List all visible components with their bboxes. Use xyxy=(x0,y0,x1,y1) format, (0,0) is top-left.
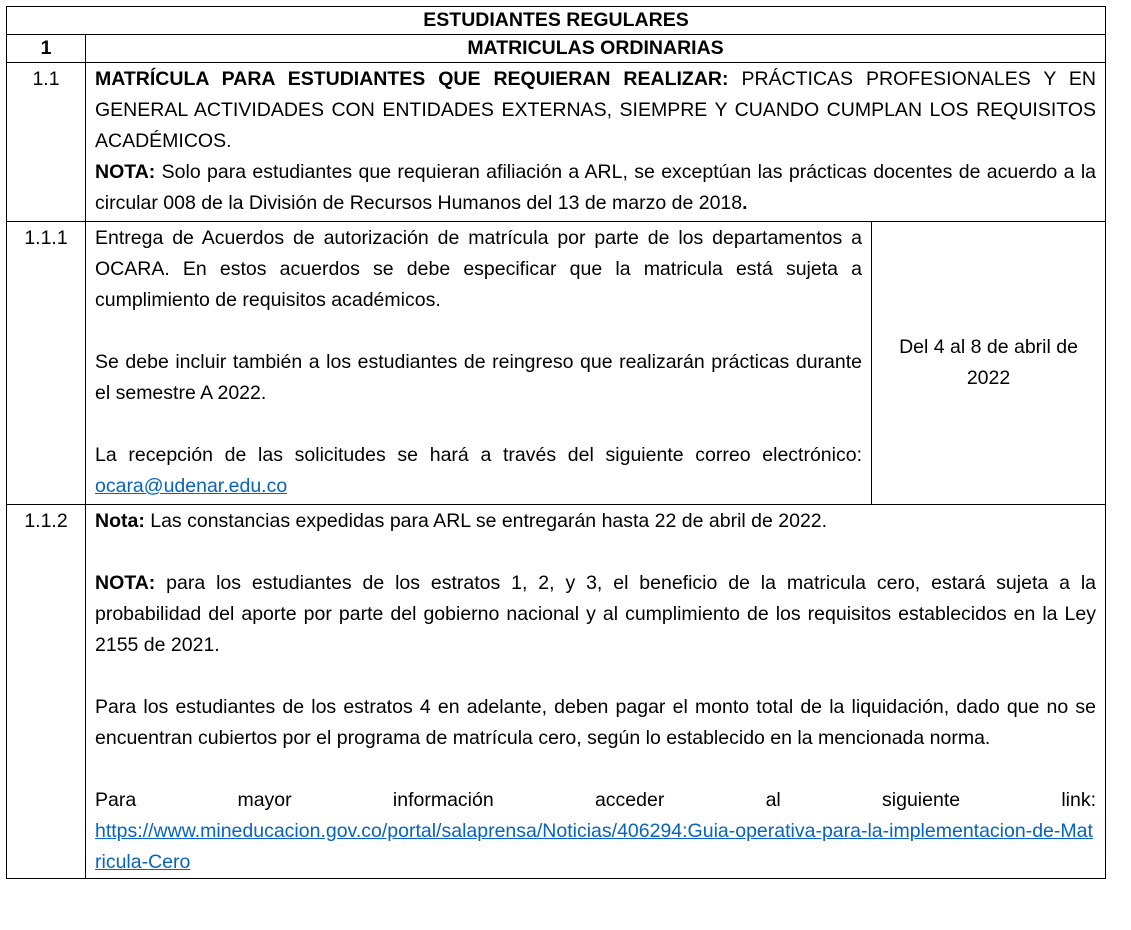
note-end: . xyxy=(742,192,748,214)
lead-bold: MATRÍCULA PARA ESTUDIANTES QUE REQUIERAN REALIZAR: xyxy=(95,68,729,90)
nota-text: para los estudiantes de los estratos 1, 2, y 3, el beneficio de la matricula cero, estará sujeta a la probabilidad del aporte por parte del gobierno nacional y al cumplimiento de los requisitos establecidos en la Ley 2155 de 2021. xyxy=(95,572,1097,656)
table-row xyxy=(7,505,1106,879)
schedule-table xyxy=(6,6,1106,879)
paragraph: Para los estudiantes de los estratos 4 en adelante, deben pagar el monto total de la liquidación, dado que no se encuentran cubiertos por el programa de matrícula cero, según lo establecido en la mencionada norma. xyxy=(95,696,1097,749)
date-cell: Del 4 al 8 de abril de 2022 xyxy=(872,222,1106,505)
header-row xyxy=(7,7,1106,35)
nota-text: Las constancias expedidas para ARL se entregarán hasta 22 de abril de 2022. xyxy=(144,510,828,532)
row-number: 1.1.1 xyxy=(7,222,86,505)
nota-label: Nota: xyxy=(95,510,145,532)
row-content xyxy=(86,505,1106,879)
table-row xyxy=(7,63,1106,222)
email-link[interactable]: ocara@udenar.edu.co xyxy=(95,475,288,497)
row-number: 1.1.2 xyxy=(7,505,86,879)
paragraph: Entrega de Acuerdos de autorización de matrícula por parte de los departamentos a OCARA. En estos acuerdos se debe especificar que la matricula está sujeta a cumplimiento de requisitos académicos. xyxy=(95,227,862,311)
section-row xyxy=(7,35,1106,63)
paragraph: Para mayor información acceder al siguiente link: xyxy=(95,789,1097,811)
lead-text: PRÁCTICAS PROFESIONALES Y EN GENERAL ACTIVIDADES CON ENTIDADES EXTERNAS, SIEMPRE Y CUANDO CUMPLAN LOS REQUISITOS ACADÉMICOS. xyxy=(95,68,1097,152)
row-content xyxy=(86,222,872,505)
section-title: MATRICULAS ORDINARIAS xyxy=(86,35,1106,63)
table-row xyxy=(7,222,1106,505)
paragraph: La recepción de las solicitudes se hará a través del siguiente correo electrónico: xyxy=(95,444,862,466)
note-text: Solo para estudiantes que requieran afiliación a ARL, se exceptúan las prácticas docentes de acuerdo a la circular 008 de la División de Recursos Humanos del 13 de marzo de 2018 xyxy=(95,161,1097,214)
paragraph: Se debe incluir también a los estudiantes de reingreso que realizarán prácticas durante el semestre A 2022. xyxy=(95,351,862,404)
nota-label: NOTA: xyxy=(95,572,156,594)
row-number: 1.1 xyxy=(7,63,86,222)
info-link[interactable]: https://www.mineducacion.gov.co/portal/salaprensa/Noticias/406294:Guia-operativa-para-la-implementacion-de-Matricula-Cero xyxy=(95,820,1093,873)
note-label: NOTA: xyxy=(95,161,156,183)
section-number: 1 xyxy=(7,35,86,63)
table-title: ESTUDIANTES REGULARES xyxy=(7,7,1106,35)
row-content xyxy=(86,63,1106,222)
